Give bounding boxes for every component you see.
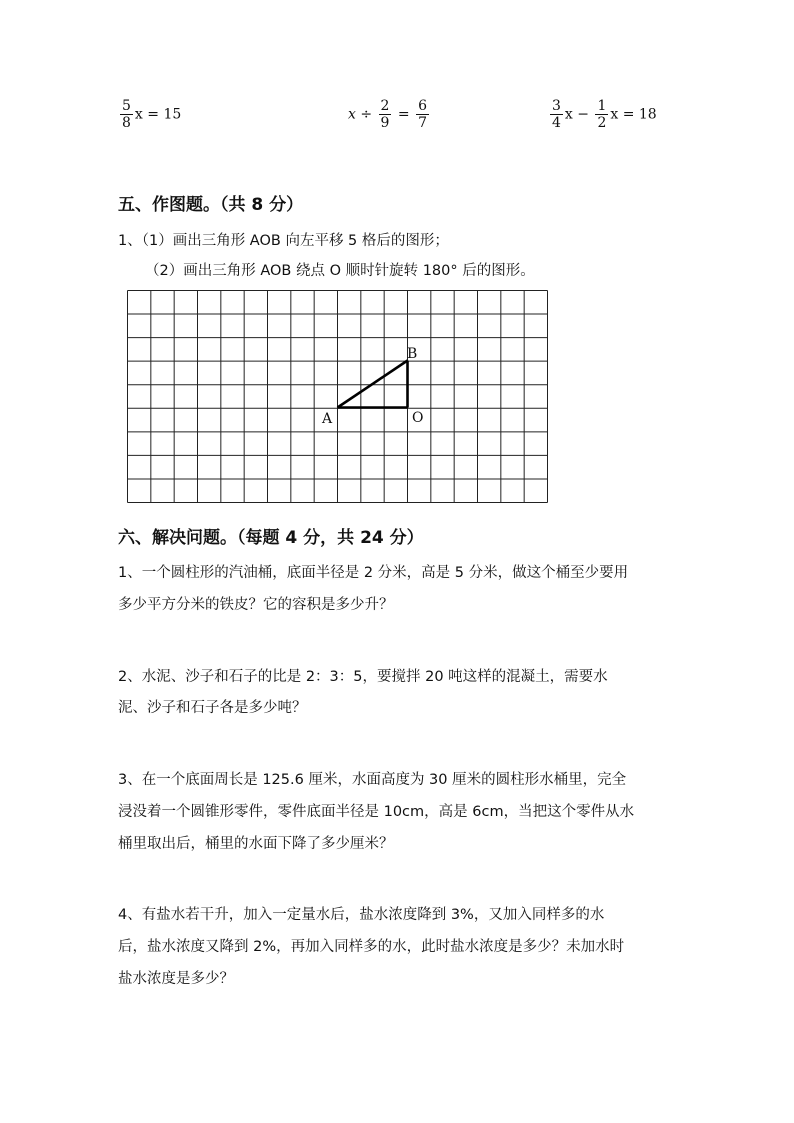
eq3-rest: x = 18 [610,106,657,123]
eq2-numerator: 2 [380,98,390,114]
section5-line1: 1、（1）画出三角形 AOB 向左平移 5 格后的图形； [118,233,449,249]
problem-2-line-1: 2、水泥、沙子和石子的比是 2：3：5，要搅拌 20 吨这样的混凝土，需要水 [118,669,608,685]
point-label-a: A [322,411,333,427]
eq1-denominator: 8 [122,115,131,131]
eq3-denominator: 4 [552,115,561,131]
problem-3-line-1: 3、在一个底面周长是 125.6 厘米，水面高度为 30 厘米的圆柱形水桶里，完全 [118,772,627,788]
triangle-side-ab [338,361,408,408]
problem-3-line-2: 浸没着一个圆锥形零件，零件底面半径是 10cm，高是 6cm，当把这个零件从水 [118,804,635,820]
problem-4-line-2: 后，盐水浓度又降到 2%，再加入同样多的水，此时盐水浓度是多少？未加水时 [118,939,625,955]
triangle-aob [338,361,408,408]
eq2-equals: = [393,106,415,123]
eq3-numerator-2: 1 [597,98,607,114]
eq3-numerator: 3 [552,98,561,114]
eq1-rest: x = 15 [134,106,182,123]
eq3-denominator-2: 2 [597,115,607,131]
eq2-prefix: x ÷ [348,106,377,123]
problem-1-line-1: 1、一个圆柱形的汽油桶，底面半径是 2 分米，高是 5 分米，做这个桶至少要用 [118,565,629,581]
equation-3 [548,98,657,131]
section5-line2: （2）画出三角形 AOB 绕点 O 顺时针旋转 180° 后的图形。 [145,263,535,279]
eq1-numerator: 5 [122,98,131,114]
point-label-o: O [412,410,424,426]
problem-1-line-2: 多少平方分米的铁皮？它的容积是多少升？ [118,597,394,613]
problem-3-line-3: 桶里取出后，桶里的水面下降了多少厘米？ [118,836,394,852]
eq3-mid: x − [564,106,594,123]
problem-4-line-1: 4、有盐水若干升，加入一定量水后，盐水浓度降到 3%，又加入同样多的水 [118,907,605,923]
eq2-denominator: 9 [380,115,390,131]
section5-title: 五、作图题。（共 8 分） [118,195,304,215]
point-label-b: B [407,346,418,362]
drawing-grid [127,290,549,504]
equation-1 [118,98,181,131]
equation-2 [348,98,431,131]
eq2-denominator-2: 7 [418,115,428,131]
problem-4-line-3: 盐水浓度是多少？ [118,971,234,987]
section6-title: 六、解决问题。（每题 4 分，共 24 分） [118,528,424,548]
eq2-numerator-2: 6 [418,98,428,114]
problem-2-line-2: 泥、沙子和石子各是多少吨？ [118,700,307,716]
